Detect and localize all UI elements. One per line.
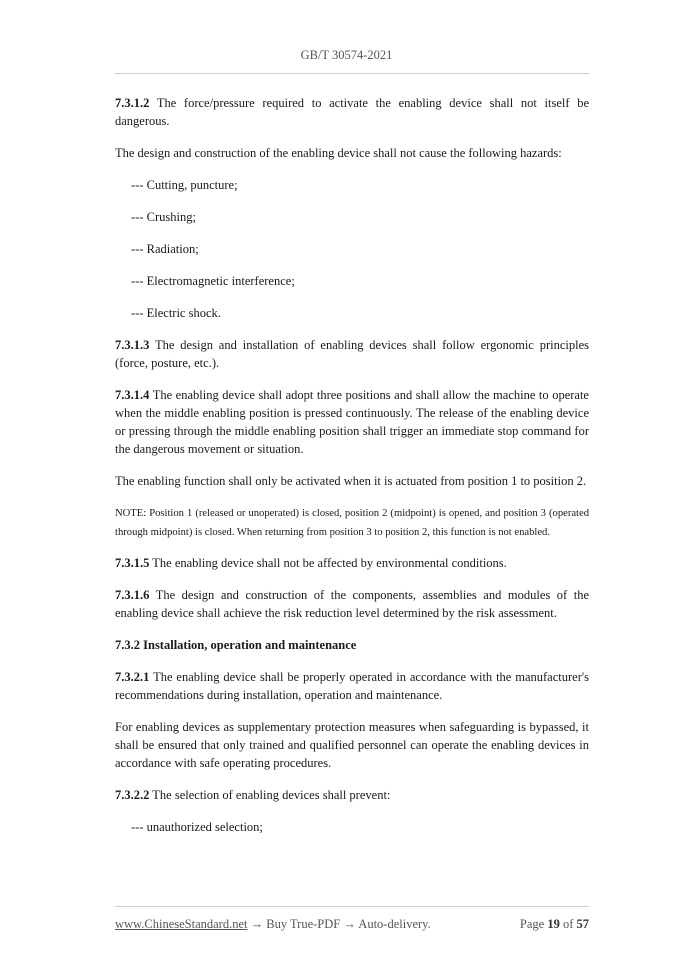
clause-text: The force/pressure required to activate the enabling device shall not itself be dangerous. bbox=[115, 96, 589, 128]
clause-7-3-1-5 bbox=[115, 554, 589, 572]
clause-number: 7.3.1.6 bbox=[115, 588, 150, 602]
clause-number: 7.3.2.1 bbox=[115, 670, 150, 684]
website-link[interactable]: www.ChineseStandard.net bbox=[115, 917, 248, 931]
clause-7-3-1-3 bbox=[115, 336, 589, 372]
clause-number: 7.3.1.4 bbox=[115, 388, 150, 402]
footer-promo bbox=[115, 917, 431, 932]
list-item: --- Cutting, puncture; bbox=[131, 178, 238, 192]
page-label: Page bbox=[519, 917, 545, 931]
page-indicator bbox=[520, 917, 589, 932]
clause-7-3-1-4 bbox=[115, 386, 589, 458]
list-item: --- Radiation; bbox=[131, 242, 199, 256]
clause-number: 7.3.2.2 bbox=[115, 788, 150, 802]
clause-text: The enabling device shall be properly operated in accordance with the manufacturer's recommendations during installation, operation and maintenance. bbox=[115, 670, 589, 702]
list-item: --- unauthorized selection; bbox=[131, 820, 263, 834]
page-total: 57 bbox=[576, 917, 589, 931]
promo-text: → Buy True-PDF → Auto-delivery. bbox=[247, 917, 431, 931]
clause-number: 7.3.1.3 bbox=[115, 338, 150, 352]
clause-text: The enabling device shall not be affected by environmental conditions. bbox=[152, 556, 507, 570]
page-of: of bbox=[562, 917, 574, 931]
header-divider bbox=[115, 73, 589, 74]
paragraph: The design and construction of the enabling device shall not cause the following hazards: bbox=[115, 146, 562, 160]
list-item: --- Crushing; bbox=[131, 210, 196, 224]
section-heading: 7.3.2 Installation, operation and maintenance bbox=[115, 638, 357, 652]
clause-7-3-1-6 bbox=[115, 586, 589, 622]
paragraph: The enabling function shall only be activated when it is actuated from position 1 to position 2. bbox=[115, 474, 587, 488]
running-header: GB/T 30574-2021 bbox=[300, 48, 393, 62]
page-body bbox=[115, 94, 589, 850]
page-current: 19 bbox=[547, 917, 560, 931]
clause-7-3-2-1 bbox=[115, 668, 589, 704]
clause-7-3-1-2 bbox=[115, 94, 589, 130]
clause-text: The design and installation of enabling devices shall follow ergonomic principles (force, posture, etc.). bbox=[115, 338, 589, 370]
clause-text: The design and construction of the components, assemblies and modules of the enabling device shall achieve the risk reduction level determined by the risk assessment. bbox=[115, 588, 590, 620]
clause-text: The selection of enabling devices shall prevent: bbox=[152, 788, 391, 802]
clause-7-3-2-2 bbox=[115, 786, 589, 804]
footer-divider bbox=[115, 906, 589, 907]
clause-number: 7.3.1.5 bbox=[115, 556, 150, 570]
clause-text: The enabling device shall adopt three positions and shall allow the machine to operate when the middle enabling position is pressed continuously. The release of the enabling device or pressing through the middle enabling position shall trigger an immediate stop command for the dangerous movement or situation. bbox=[115, 388, 589, 456]
note: NOTE: Position 1 (released or unoperated) is closed, position 2 (midpoint) is opened, and position 3 (operated through midpoint) is closed. When returning from position 3 to position 2, this function is not enabled. bbox=[115, 508, 589, 538]
paragraph: For enabling devices as supplementary protection measures when safeguarding is bypassed, it shall be ensured that only trained and qualified personnel can operate the enabling devices in accordance with safe operating procedures. bbox=[115, 720, 589, 770]
list-item: --- Electric shock. bbox=[131, 306, 221, 320]
clause-number: 7.3.1.2 bbox=[115, 96, 150, 110]
list-item: --- Electromagnetic interference; bbox=[131, 274, 295, 288]
